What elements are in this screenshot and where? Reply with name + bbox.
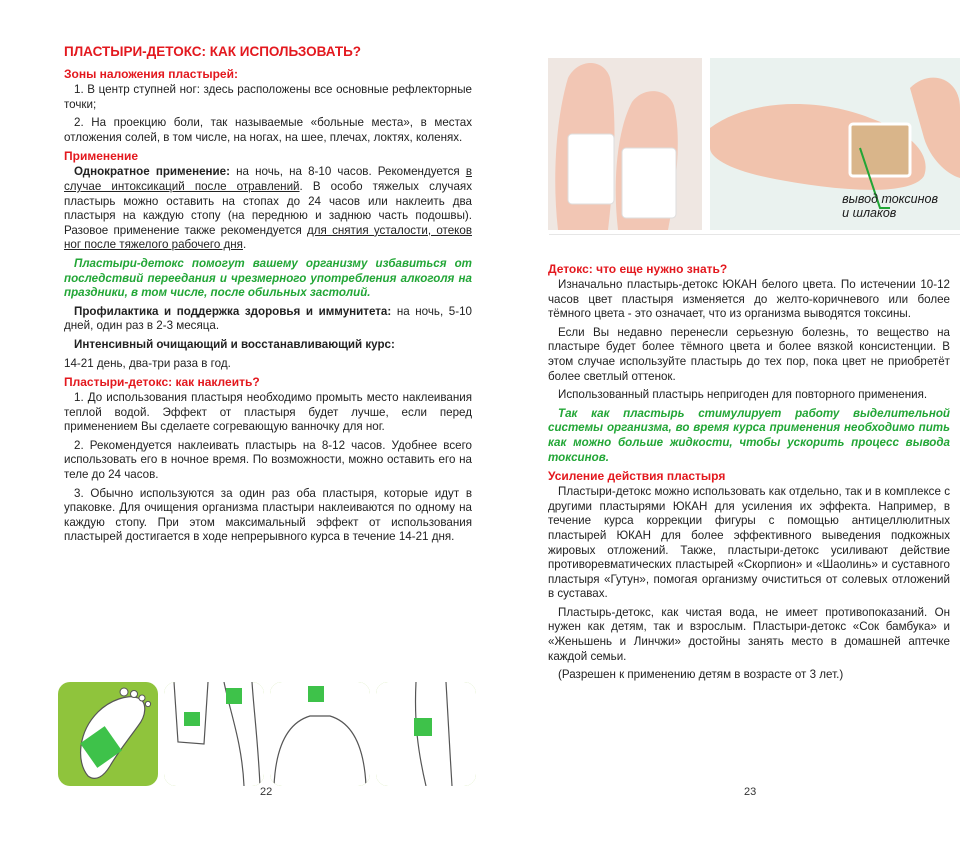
single-use-text-b: . В особо тяжелых случаях пластырь можно оставить на стопах до 24 часов или наклеить два пластыря на каждую стопу (на переднюю и заднюю часть подошвы). Разовое применение также рекомендуется <box>64 179 472 237</box>
how-to-item-2: 2. Рекомендуется наклеивать пластырь на 8-12 часов. Удобнее всего использовать его в ночное время. По возможности, можно оставить его на теле до 24 часов. <box>64 438 472 482</box>
foot-sole-illustration <box>58 682 158 786</box>
page-title: ПЛАСТЫРИ-ДЕТОКС: КАК ИСПОЛЬЗОВАТЬ? <box>64 44 362 59</box>
boost-heading: Усиление действия пластыря <box>548 469 726 484</box>
single-use-paragraph <box>64 165 472 253</box>
photo-caption-line-2: и шлаков <box>842 206 897 220</box>
prophylaxis-paragraph <box>64 305 472 334</box>
back-illustration <box>270 682 370 786</box>
prophylaxis-label: Профилактика и поддержка здоровья и иммунитета: <box>74 304 392 318</box>
photo-caption-line-1: вывод токсинов <box>842 192 938 206</box>
boost-paragraph-2: Пластырь-детокс, как чистая вода, не имеет противопоказаний. Он нужен как детям, так и взрослым. Пластыри-детокс «Сок бамбука» и «Женьшень и Линчжи» достойны занять место в домашней аптечке каждой семьи. <box>548 605 950 663</box>
green-note-left: Пластыри-детокс помогут вашему организму избавиться от последствий переедания и чрезмерного употребления алкоголя на праздники, в том числе, после обильных застолий. <box>64 256 472 300</box>
know-heading: Детокс: что еще нужно знать? <box>548 262 728 276</box>
page-number-right: 23 <box>744 786 757 798</box>
single-use-underline-2: для снятия усталости, отеков ног после тяжелого рабочего дня <box>64 223 472 252</box>
intensive-course-text: 14-21 день, два-три раза в год. <box>64 356 231 370</box>
how-to-item-3: 3. Обычно используются за один раз оба пластыря, которые идут в упаковке. Для очищения организма пластыри наклеиваются по одному на каждую стопу. При этом максимальный эффект от использования пластырей достигается в ходе непрерывного курса в течение 14-21 дня. <box>64 486 472 544</box>
how-to-item-1: 1. До использования пластыря необходимо промыть место наклеивания теплой водой. Эффект от пластыря будет лучше, если перед применением Вы сделаете согревающую ванночку для ног. <box>64 391 472 434</box>
boost-paragraph-3: (Разрешен к применению детям в возрасте от 3 лет.) <box>558 668 844 682</box>
knee-illustration <box>376 682 476 786</box>
know-paragraph-2: Если Вы недавно перенесли серьезную болезнь, то вещество на пластыре будет более тёмного цвета и более вязкой консистенции. В этом случае используйте пластырь до тех пор, пока цвет не приобретёт более светлый оттенок. <box>548 325 950 383</box>
know-paragraph-1: Изначально пластырь-детокс ЮКАН белого цвета. По истечении 10-12 часов цвет пластыря изменяется до желто-коричневого или более тёмного цвета - это означает, что из организма выводятся токсины. <box>548 278 950 321</box>
how-to-heading: Пластыри-детокс: как наклеить? <box>64 375 260 390</box>
intensive-course-label <box>64 338 472 353</box>
prophylaxis-text: на ночь, 5-10 дней, один раз в 2-3 месяца. <box>64 304 472 333</box>
know-paragraph-3: Использованный пластырь непригоден для повторного применения. <box>558 388 928 402</box>
green-note-right: Так как пластырь стимулирует работу выделительной системы организма, во время курса применения необходимо пить как можно больше жидкости, чтобы ускорить процесс вывода токсинов. <box>548 406 950 464</box>
application-heading: Применение <box>64 149 139 164</box>
intensive-course-bold: Интенсивный очищающий и восстанавливающий курс: <box>74 337 395 351</box>
single-use-underline-1: в случае интоксикаций после отравлений <box>64 165 472 193</box>
shoulder-knee-illustration <box>164 682 264 786</box>
page-number-left: 22 <box>260 786 273 798</box>
single-use-text-a: на ночь, на 8-10 часов. Рекомендуется <box>229 165 466 179</box>
placement-illustrations <box>58 682 478 786</box>
zones-item-1: 1. В центр ступней ног: здесь расположены все основные рефлекторные точки; <box>64 83 472 111</box>
right-page <box>490 0 960 844</box>
boost-paragraph-1: Пластыри-детокс можно использовать как отдельно, так и в комплексе с другими пластырями ЮКАН для усиления их эффекта. Например, в течение курса коррекции фигуры с помощью антицеллюлитных пластырей ЮКАН для более эффективного выведения подкожных жировых отложений. Также, пластыри-детокс усиливают действие противоревматических пластырей «Скорпион» и «Шаолинь» и суставного пластыря «Гутун», помогая организму очиститься от солевых отложений в суставах. <box>548 485 950 601</box>
zones-item-2: 2. На проекцию боли, так называемые «больные места», в местах отложения солей, в том числе, на ногах, на шее, плечах, локтях, коленях. <box>64 116 472 144</box>
single-use-label: Однократное применение: <box>74 165 230 179</box>
zones-heading: Зоны наложения пластырей: <box>64 67 238 81</box>
single-use-end: . <box>242 238 247 252</box>
